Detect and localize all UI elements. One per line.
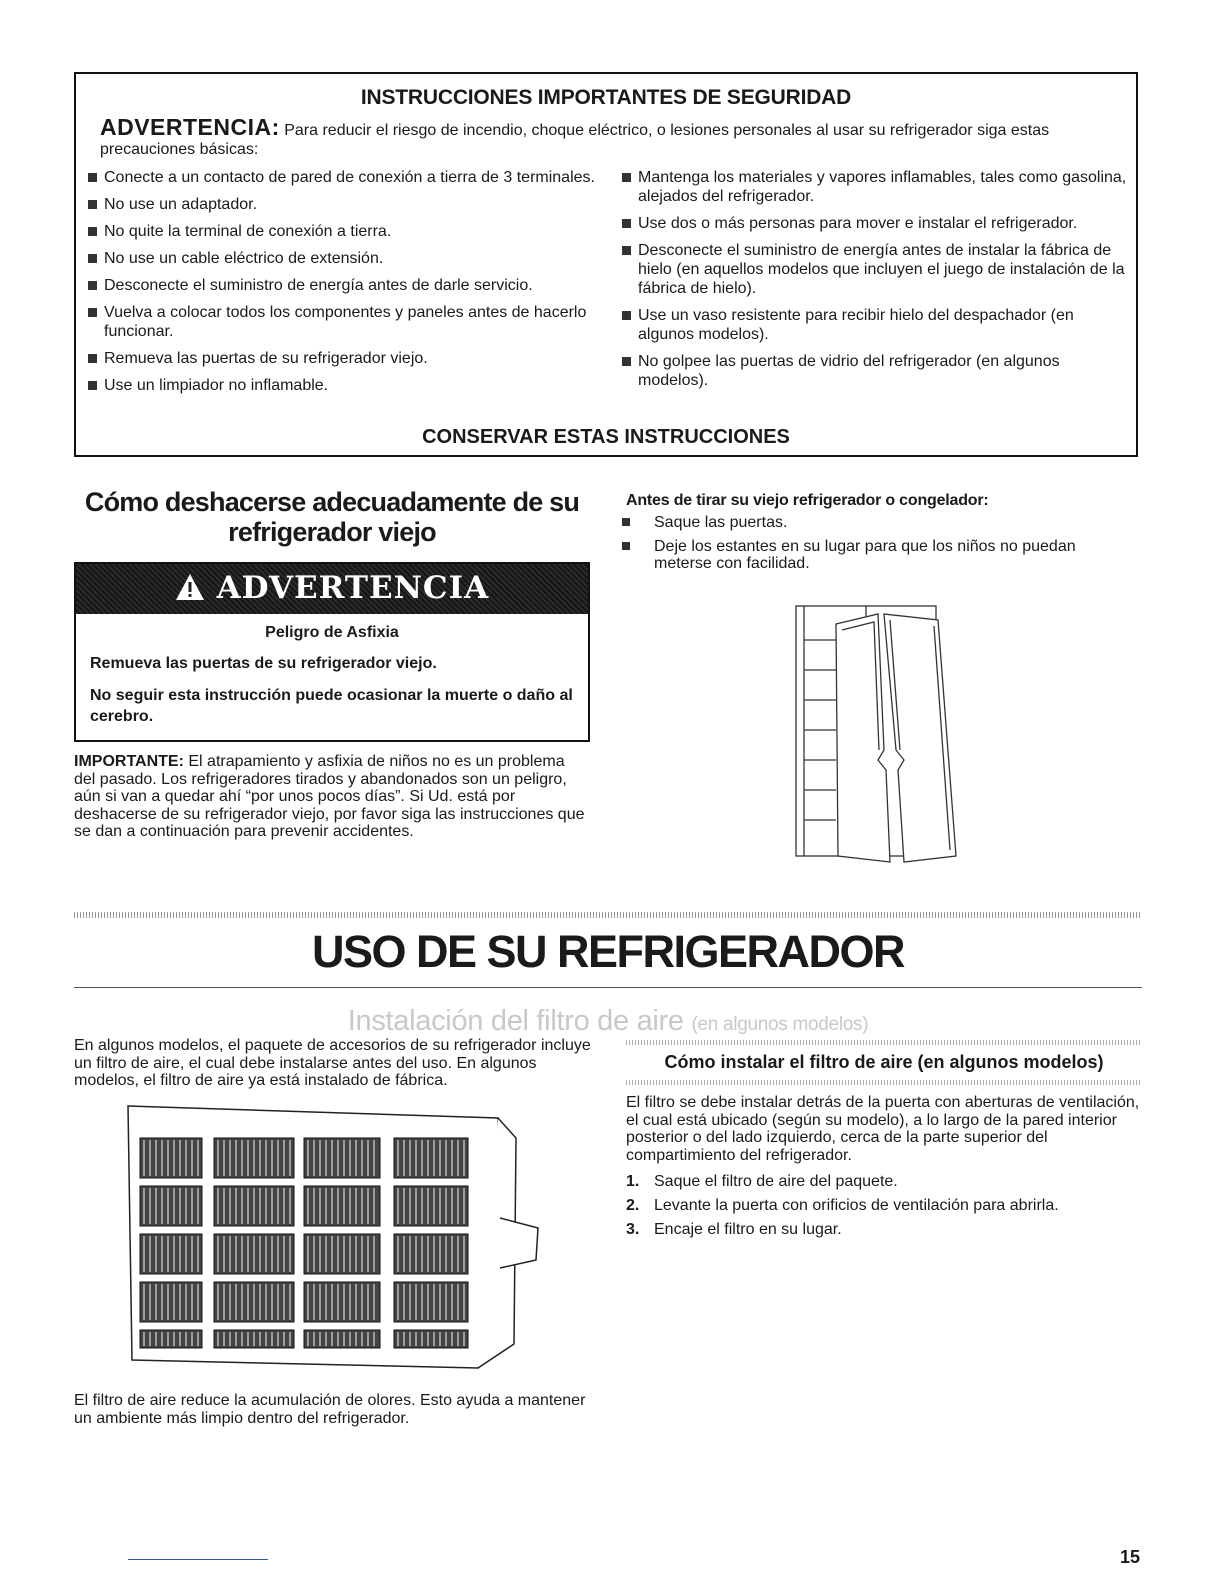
filter-cell	[394, 1186, 468, 1226]
square-bullet-icon	[622, 542, 630, 550]
square-bullet-icon	[622, 219, 631, 228]
square-bullet-icon	[622, 311, 631, 320]
safety-title: INSTRUCCIONES IMPORTANTES DE SEGURIDAD	[360, 86, 852, 109]
list-item: Desconecte el suministro de energía antes de instalar la fábrica de hielo (en aquellos modelos que incluyen el juego de instalación de la fábrica de hielo).	[622, 241, 1127, 298]
install-steps-list	[626, 1173, 1142, 1245]
safety-warning-label: ADVERTENCIA:	[100, 114, 280, 140]
square-bullet-icon	[88, 281, 97, 290]
filter-intro-paragraph: En algunos modelos, el paquete de accesorios de su refrigerador incluye un filtro de aire, el cual debe instalarse antes del uso. En algunos modelos, el filtro de aire ya está instalado de fábrica.	[74, 1037, 591, 1089]
list-item: Use un limpiador no inflamable.	[88, 376, 598, 395]
square-bullet-icon	[622, 173, 631, 182]
square-bullet-icon	[622, 357, 631, 366]
filter-cell	[394, 1138, 468, 1178]
page-number: 15	[1120, 1547, 1141, 1567]
square-bullet-icon	[88, 227, 97, 236]
page-title: USO DE SU REFRIGERADOR	[311, 926, 905, 977]
square-bullet-icon	[88, 200, 97, 209]
before-disposal-heading: Antes de tirar su viejo refrigerador o congelador:	[626, 492, 989, 509]
square-bullet-icon	[88, 254, 97, 263]
safety-warning-text: Para reducir el riesgo de incendio, choque eléctrico, o lesiones personales al usar su refrigerador siga estas precauciones básicas:	[100, 122, 1050, 158]
footer-line	[128, 1559, 268, 1560]
install-paragraph: El filtro se debe instalar detrás de la puerta con aberturas de ventilación, el cual está ubicado (según su modelo), a lo largo de la pared interior posterior o del lado izquierdo, cerca de la parte superior del compartimiento del refrigerador.	[626, 1094, 1140, 1164]
install-heading-rule-top	[626, 1040, 1142, 1045]
important-paragraph	[74, 753, 590, 841]
step-item: 1. Saque el filtro de aire del paquete.	[626, 1173, 898, 1190]
safety-intro	[100, 114, 1120, 159]
list-item: Conecte a un contacto de pared de conexión a tierra de 3 terminales.	[88, 168, 598, 187]
step-item: 2. Levante la puerta con orificios de ventilación para abrirla.	[626, 1197, 1059, 1214]
filter-cell	[394, 1330, 468, 1348]
install-heading-rule-bottom	[626, 1080, 1142, 1085]
warning-banner	[76, 564, 588, 614]
list-item: Use dos o más personas para mover e instalar el refrigerador.	[622, 214, 1127, 233]
install-heading: Cómo instalar el filtro de aire (en algunos modelos)	[664, 1052, 1104, 1072]
list-item: Remueva las puertas de su refrigerador viejo.	[88, 349, 598, 368]
safety-footer: CONSERVAR ESTAS INSTRUCCIONES	[422, 426, 790, 448]
list-item: Desconecte el suministro de energía antes de darle servicio.	[88, 276, 598, 295]
list-item: Mantenga los materiales y vapores inflamables, tales como gasolina, alejados del refrigerador.	[622, 168, 1127, 206]
safety-instructions-box	[74, 72, 1138, 457]
safety-left-list	[88, 168, 598, 403]
subsection-title-suffix: (en algunos modelos)	[691, 1014, 869, 1035]
square-bullet-icon	[622, 518, 630, 526]
square-bullet-icon	[88, 173, 97, 182]
square-bullet-icon	[622, 246, 631, 255]
hazard-title: Peligro de Asfixia	[265, 624, 399, 641]
subsection-title	[74, 1005, 1142, 1038]
step-item: 3. Encaje el filtro en su lugar.	[626, 1221, 842, 1238]
disposal-heading: Cómo deshacerse adecuadamente de su refrigerador viejo	[84, 487, 580, 547]
before-disposal-list	[622, 514, 1132, 579]
list-item: No quite la terminal de conexión a tierra.	[88, 222, 598, 241]
subsection-title-main: Instalación del filtro de aire	[347, 1005, 684, 1037]
safety-right-list	[622, 168, 1127, 398]
important-label: IMPORTANTE:	[74, 753, 184, 770]
filter-cell	[394, 1234, 468, 1274]
list-item: Use un vaso resistente para recibir hielo del despachador (en algunos modelos).	[622, 306, 1127, 344]
warning-banner-label: ADVERTENCIA	[216, 570, 490, 606]
square-bullet-icon	[88, 308, 97, 317]
warning-triangle-icon	[175, 573, 205, 601]
list-item: Saque las puertas.	[622, 514, 1132, 531]
title-rule	[74, 987, 1142, 988]
list-item: Deje los estantes en su lugar para que los niños no puedan meterse con facilidad.	[622, 538, 1132, 572]
filter-grille	[140, 1138, 468, 1348]
square-bullet-icon	[88, 354, 97, 363]
warning-box	[74, 562, 590, 742]
refrigerator-doors-open-illustration	[786, 600, 966, 865]
list-item: No golpee las puertas de vidrio del refrigerador (en algunos modelos).	[622, 352, 1127, 390]
list-item: Vuelva a colocar todos los componentes y paneles antes de hacerlo funcionar.	[88, 303, 598, 341]
section-divider	[74, 912, 1142, 918]
hazard-instruction: Remueva las puertas de su refrigerador viejo.	[90, 655, 437, 672]
air-filter-illustration	[118, 1098, 550, 1380]
list-item: No use un adaptador.	[88, 195, 598, 214]
filter-note-paragraph: El filtro de aire reduce la acumulación de olores. Esto ayuda a mantener un ambiente más limpio dentro del refrigerador.	[74, 1392, 586, 1427]
important-text: El atrapamiento y asfixia de niños no es un problema del pasado. Los refrigeradores tirados y abandonados son un peligro, aún si van a quedar ahí “por unos pocos días”. Si Ud. está por deshacerse de su refrigerador viejo, por favor siga las instrucciones que se dan a continuación para prevenir accidentes.	[74, 753, 585, 840]
square-bullet-icon	[88, 381, 97, 390]
hazard-consequence: No seguir esta instrucción puede ocasionar la muerte o daño al cerebro.	[90, 687, 573, 725]
filter-cell	[394, 1282, 468, 1322]
list-item: No use un cable eléctrico de extensión.	[88, 249, 598, 268]
